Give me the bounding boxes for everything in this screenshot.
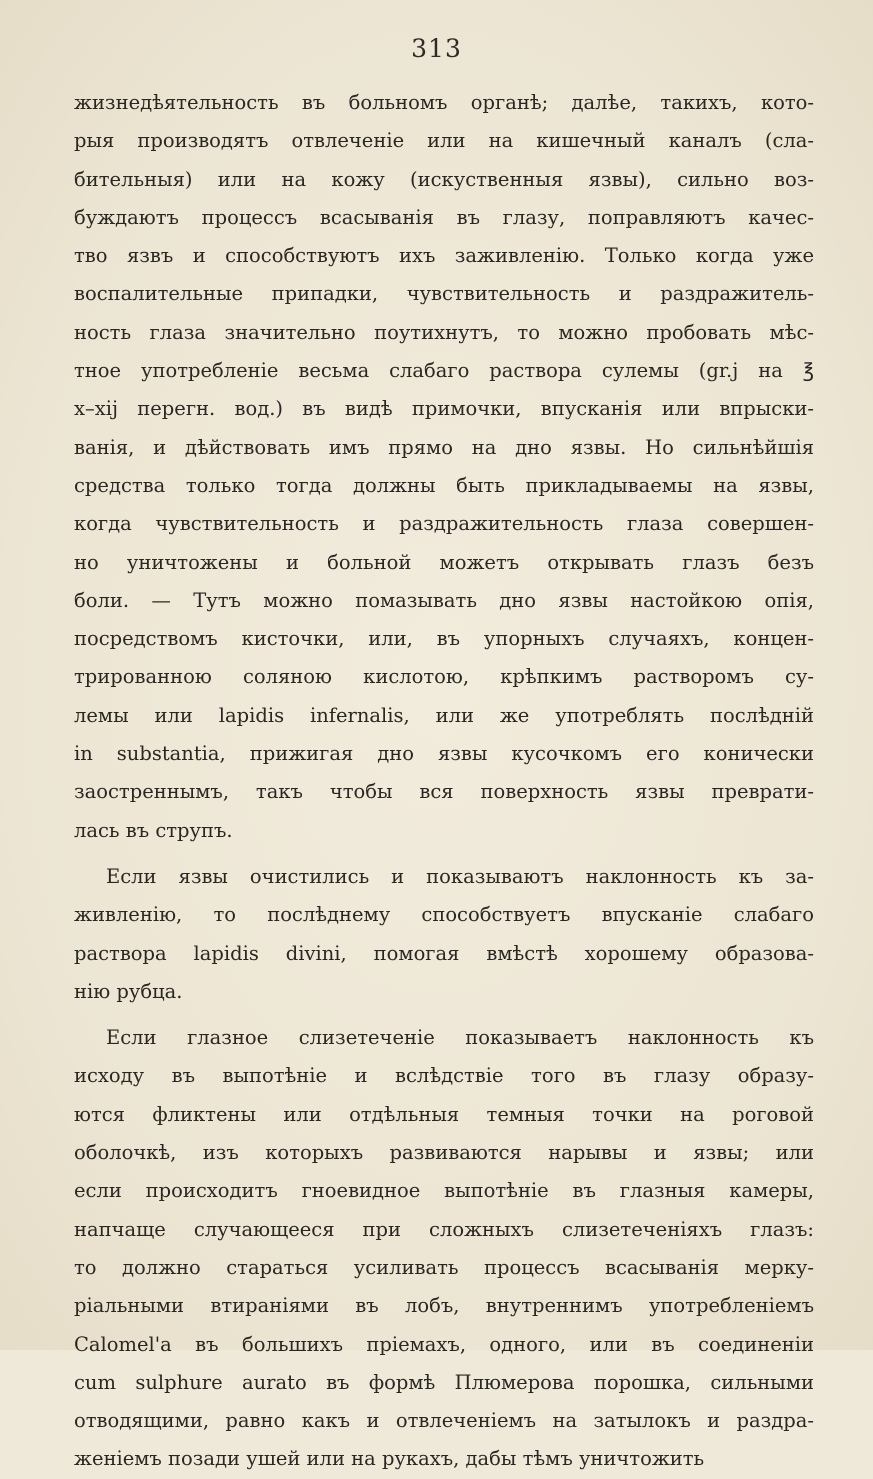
text-line: заостреннымъ, такъ чтобы вся поверхность язвы преврати-: [74, 780, 814, 804]
text-line: исходу въ выпотѣніе и вслѣдствіе того въ глазу образу-: [74, 1064, 814, 1088]
text-line: ность глаза значительно поутихнутъ, то можно пробовать мѣс-: [74, 320, 814, 344]
text-line: воспалительные припадки, чувствительность и раздражитель-: [74, 282, 814, 306]
text-line: напчаще случающееся при сложныхъ слизетеченіяхъ глазъ:: [74, 1217, 814, 1241]
text-line: боли. — Тутъ можно помазывать дно язвы настойкою опія,: [74, 588, 814, 612]
text-line: тво язвъ и способствуютъ ихъ заживленію. Только когда уже: [74, 244, 814, 268]
paragraph-gap: [74, 850, 814, 858]
text-line: отводящими, равно какъ и отвлеченіемъ на затылокъ и раздра-: [74, 1409, 814, 1433]
paragraph: [74, 1011, 814, 1479]
text-line: оболочкѣ, изъ которыхъ развиваются нарывы и язвы; или: [74, 1141, 814, 1165]
text-line: но уничтожены и больной можетъ открывать глазъ безъ: [74, 550, 814, 574]
text-line: лась въ струпъ.: [74, 818, 233, 842]
text-line: живленію, то послѣднему способствуетъ впусканіе слабаго: [74, 903, 814, 927]
paragraph: [74, 84, 814, 850]
page-number: 313: [411, 34, 462, 63]
text-line: тное употребленіе весьма слабаго раствора сулемы (gr.j на ℥: [74, 359, 814, 383]
text-line: x–xij перегн. вод.) въ видѣ примочки, впусканія или впрыски-: [74, 397, 814, 421]
text-line: Если глазное слизетеченіе показываетъ наклонность къ: [106, 1026, 814, 1050]
text-line: бительныя) или на кожу (искуственныя язвы), сильно воз-: [74, 167, 814, 191]
text-line: посредствомъ кисточки, или, въ упорныхъ случаяхъ, концен-: [74, 627, 814, 651]
text-line: если происходитъ гноевидное выпотѣніе въ глазныя камеры,: [74, 1179, 814, 1203]
text-line: ются фликтены или отдѣльныя темныя точки на роговой: [74, 1102, 814, 1126]
text-line: когда чувствительность и раздражительность глаза совершен-: [74, 512, 814, 536]
text-line: то должно стараться усиливать процессъ всасыванія мерку-: [74, 1255, 814, 1279]
text-line: буждаютъ процессъ всасыванія въ глазу, поправляютъ качес-: [74, 205, 814, 229]
text-line: ванія, и дѣйствовать имъ прямо на дно язвы. Но сильнѣйшія: [74, 435, 814, 459]
text-line: нію рубца.: [74, 979, 183, 1003]
paragraph: [74, 850, 814, 1011]
text-line: жизнедѣятельность въ больномъ органѣ; далѣе, такихъ, кото-: [74, 91, 814, 114]
text-line: cum sulphure aurato въ формѣ Плюмерова порошка, сильными: [74, 1370, 814, 1394]
text-line: средства только тогда должны быть прикладываемы на язвы,: [74, 473, 814, 497]
text-line: Calomel'а въ большихъ пріемахъ, одного, или въ соединеніи: [74, 1332, 814, 1356]
text-line: Если язвы очистились и показываютъ наклонность къ за-: [106, 864, 814, 888]
text-line: рыя производятъ отвлеченіе или на кишечный каналъ (сла-: [74, 129, 814, 153]
text-line: трированною соляною кислотою, крѣпкимъ растворомъ су-: [74, 665, 814, 689]
text-line: раствора lapidis divini, помогая вмѣстѣ хорошему образова-: [74, 941, 814, 965]
paragraph-gap: [74, 1011, 814, 1019]
text-line: женіемъ позади ушей или на рукахъ, дабы тѣмъ уничтожить: [74, 1447, 705, 1471]
text-line: in substantia, прижигая дно язвы кусочкомъ его конически: [74, 742, 814, 766]
text-line: лемы или lapidis infernalis, или же употреблять послѣдній: [74, 703, 814, 727]
body-text: [74, 84, 814, 1479]
text-line: ріальными втираніями въ лобъ, внутреннимъ употребленіемъ: [74, 1294, 814, 1318]
